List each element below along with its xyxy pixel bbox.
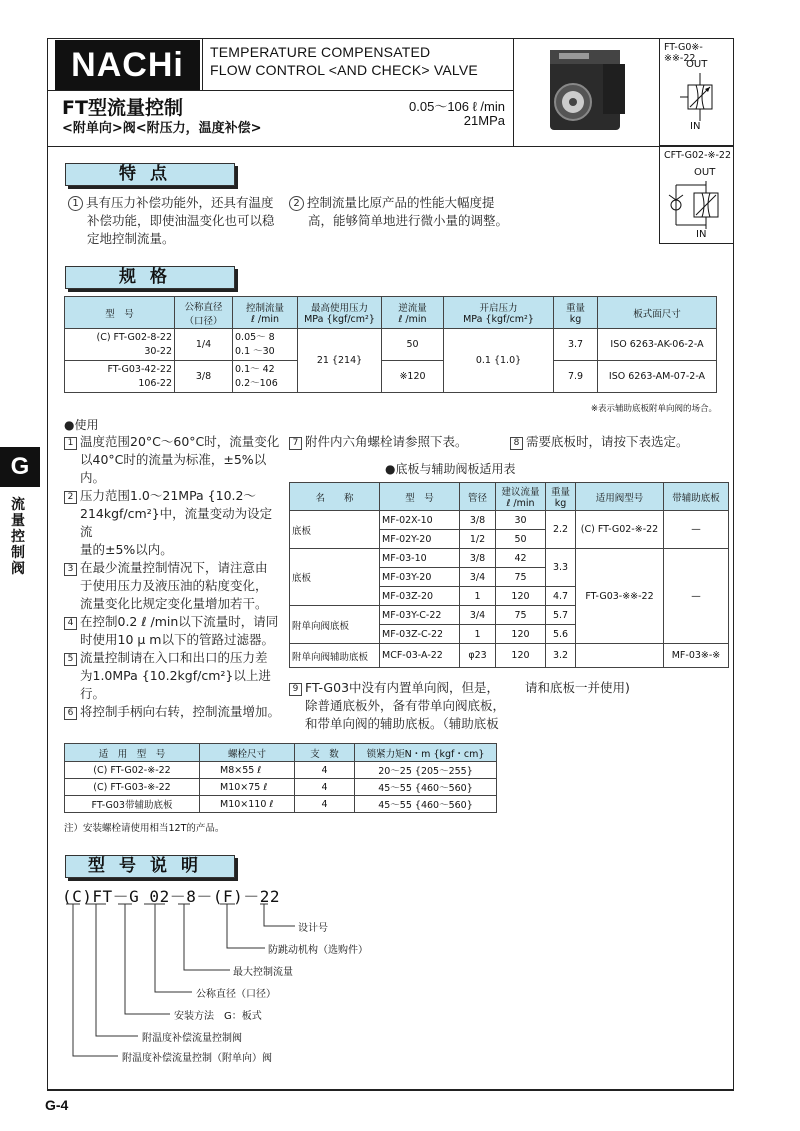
usage-item-number: 4 <box>64 617 77 630</box>
spec-row1-diameter: 1/4 <box>175 329 233 361</box>
usage-item-number: 1 <box>64 437 77 450</box>
bolt-r2-qty: 4 <box>295 779 355 796</box>
spec-row1-weight: 3.7 <box>554 329 598 361</box>
usage-heading: ●使用 <box>64 418 99 432</box>
usage-item <box>64 487 284 559</box>
subplate-header-model: 型 号 <box>380 483 460 511</box>
model-code-label-diameter: 公称直径（口径） <box>196 989 276 1000</box>
model-code-heading: 型号说明 <box>65 855 235 878</box>
spec-row2-model <box>65 361 175 393</box>
spec-row2-diameter: 3/8 <box>175 361 233 393</box>
subplate-r3-name: 底板 <box>290 549 380 606</box>
subplate-r8-name: 附单向阀辅助底板 <box>290 644 380 668</box>
spec-row2-model-a: FT-G03-42-22 <box>107 363 172 375</box>
bolt-r3-size: M10×110 ℓ <box>200 796 295 813</box>
symbol-cft-in: IN <box>696 229 707 240</box>
spec-row1-model-b: 30-22 <box>144 345 172 357</box>
feature-1-number: 1 <box>68 196 83 211</box>
model-code-string: (C)FT－G 02－8－(F)－22 <box>62 887 280 906</box>
spec-header-reverse-flow: 逆流量 ℓ /min <box>382 297 444 329</box>
usage-item-9-number: 9 <box>289 683 302 696</box>
subplate-header-weight: 重量 kg <box>546 483 576 511</box>
flow-range: 0.05〜106 ℓ /min <box>409 99 505 114</box>
usage-item <box>64 613 284 649</box>
symbol-cft-label: CFT-G02-※-22 <box>664 150 731 161</box>
page-subtitle: <附单向>阀<附压力，温度补偿> <box>62 121 262 136</box>
subplate-r7-pipe: 1 <box>460 625 496 644</box>
spec-row1-model-a: (C) FT-G02-8-22 <box>96 331 172 343</box>
top-rule <box>47 38 659 39</box>
usage-item-line: 流量控制请在入口和出口的压力差 <box>80 650 268 665</box>
subplate-r1-valve: (C) FT-G02-※-22 <box>576 511 664 549</box>
symbol-cft-box <box>659 146 734 244</box>
subplate-header-valve: 适用阀型号 <box>576 483 664 511</box>
subplate-table <box>289 482 729 668</box>
subplate-r2-flow: 50 <box>496 530 546 549</box>
subplate-r3-valve: FT-G03-※※-22 <box>576 549 664 644</box>
spec-header-flow: 控制流量 ℓ /min <box>233 297 298 329</box>
subplate-r7-flow: 120 <box>496 625 546 644</box>
section-tab-g: G <box>0 447 40 487</box>
header-en-line2: FLOW CONTROL <AND CHECK> VALVE <box>210 62 478 78</box>
usage-item-8-number: 8 <box>510 437 523 450</box>
usage-item <box>64 649 284 703</box>
usage-item-line: 内。 <box>80 470 106 485</box>
subplate-r8-aux: MF-03※-※ <box>664 644 729 668</box>
spec-row1-reverse: 50 <box>382 329 444 361</box>
spec-row1-flow <box>233 329 298 361</box>
spec-row2-flow-a: 0.1〜 42 <box>235 363 275 375</box>
subplate-r1-flow: 30 <box>496 511 546 530</box>
header-divider <box>202 38 203 90</box>
symbol-ft-label: FT-G0※-※※-22 <box>664 42 703 64</box>
model-code-label-mounting: 安装方法 G：板式 <box>174 1011 262 1022</box>
spec-header-cracking: 开启压力 MPa {kgf/cm²} <box>444 297 554 329</box>
usage-item-9-tail: 请和底板一并使用) <box>525 680 630 695</box>
spec-row2-reverse: ※120 <box>382 361 444 393</box>
subplate-r3-flow: 42 <box>496 549 546 568</box>
bolt-header-qty: 支 数 <box>295 744 355 762</box>
subplate-r2-model: MF-02Y-20 <box>380 530 460 549</box>
subplate-table-title: ●底板与辅助阀板适用表 <box>385 462 516 476</box>
flow-check-symbol-icon <box>666 181 728 229</box>
usage-list <box>64 433 284 721</box>
subplate-r6-flow: 75 <box>496 606 546 625</box>
bolt-r3-model: FT-G03带辅助底板 <box>65 796 200 813</box>
usage-item-line: 在控制0.2 ℓ /min以下流量时，请同 <box>80 614 279 629</box>
bolt-r1-size: M8×55 ℓ <box>200 762 295 779</box>
subplate-r6-pipe: 3/4 <box>460 606 496 625</box>
usage-item <box>64 703 284 721</box>
spec-row2-flow-b: 0.2〜106 <box>235 377 278 389</box>
usage-item-9-line2: 除普通底板外，备有带单向阀底板， <box>305 698 506 713</box>
bolt-table <box>64 743 497 813</box>
spec-row1-flow-b: 0.1 〜30 <box>235 345 275 357</box>
subplate-r8-pipe: φ23 <box>460 644 496 668</box>
bolt-header-size: 螺栓尺寸 <box>200 744 295 762</box>
subplate-r5-flow: 120 <box>496 587 546 606</box>
feature-1 <box>68 194 283 248</box>
usage-item <box>64 433 284 487</box>
subplate-r6-model: MF-03Y-C-22 <box>380 606 460 625</box>
model-code-label-tc-valve: 附温度补偿流量控制阀 <box>142 1033 242 1044</box>
subplate-r1-name: 底板 <box>290 511 380 549</box>
subplate-r6-weight: 5.7 <box>546 606 576 625</box>
bolt-r1-qty: 4 <box>295 762 355 779</box>
subplate-r4-pipe: 3/4 <box>460 568 496 587</box>
usage-item-7-text: 附件内六角螺栓请参照下表。 <box>305 434 468 449</box>
subplate-r3-model: MF-03-10 <box>380 549 460 568</box>
usage-item <box>64 559 284 613</box>
usage-item-number: 2 <box>64 491 77 504</box>
usage-item-line: 将控制手柄向右转，控制流量增加。 <box>80 704 281 719</box>
subplate-header-flow: 建议流量 ℓ /min <box>496 483 546 511</box>
section-tab-text: 流量控制阀 <box>11 497 25 577</box>
symbol-ft-out: OUT <box>686 59 708 70</box>
header-divider-2 <box>513 38 514 146</box>
subplate-r1-weight: 2.2 <box>546 511 576 549</box>
usage-item-9-line1: FT-G03中没有内置单向阀，但是， <box>305 680 500 695</box>
usage-item-9 <box>289 679 519 733</box>
subplate-header-pipe: 管径 <box>460 483 496 511</box>
feature-2 <box>289 194 519 230</box>
usage-item-line: 以40°C时的流量为标准，±5%以 <box>80 452 267 467</box>
page-number: G-4 <box>45 1097 69 1113</box>
spec-row1-flow-a: 0.05〜 8 <box>235 331 275 343</box>
subplate-r3-aux: — <box>664 549 729 644</box>
spec-row2-model-b: 106-22 <box>138 377 172 389</box>
feature-1-line2: 补偿功能，即使油温变化也可以稳 <box>87 213 275 228</box>
bolt-r3-torque: 45〜55 {460〜560} <box>355 796 497 813</box>
model-code-label-maxflow: 最大控制流量 <box>233 967 293 978</box>
bolt-r1-torque: 20〜25 {205〜255} <box>355 762 497 779</box>
usage-item-8-text: 需要底板时，请按下表选定。 <box>526 434 689 449</box>
usage-item-line: 压力范围1.0〜21MPa {10.2〜 <box>80 488 256 503</box>
spec-cracking: 0.1 {1.0} <box>444 329 554 393</box>
feature-1-line3: 定地控制流量。 <box>87 231 175 246</box>
subplate-r1-aux: — <box>664 511 729 549</box>
pressure-rating: 21MPa <box>463 113 505 128</box>
spec-header-diameter: 公称直径 （口径） <box>175 297 233 329</box>
usage-item-9-line3: 和带单向阀的辅助底板。（辅助底板 <box>305 716 499 731</box>
symbol-cft-out: OUT <box>694 167 716 178</box>
feature-2-line2: 高，能够简单地进行微小量的调整。 <box>308 213 509 228</box>
subplate-r7-weight: 5.6 <box>546 625 576 644</box>
subplate-r7-model: MF-03Z-C-22 <box>380 625 460 644</box>
usage-item-line: 量的±5%以内。 <box>80 542 173 557</box>
header-rule <box>47 146 659 147</box>
spec-header-mounting: 板式面尺寸 <box>598 297 717 329</box>
specs-heading: 规格 <box>65 266 235 289</box>
usage-item-line: 温度范围20°C〜60°C时，流量变化 <box>80 434 280 449</box>
subplate-r5-model: MF-03Z-20 <box>380 587 460 606</box>
bolt-r2-torque: 45〜55 {460〜560} <box>355 779 497 796</box>
subplate-r1-pipe: 3/8 <box>460 511 496 530</box>
bolt-r2-size: M10×75 ℓ <box>200 779 295 796</box>
subplate-r3-weight: 3.3 <box>546 549 576 587</box>
features-heading: 特点 <box>65 163 235 186</box>
product-photo <box>525 44 640 139</box>
page-title: FT型流量控制 <box>62 97 183 119</box>
symbol-ft-in: IN <box>690 121 701 132</box>
usage-item-7-number: 7 <box>289 437 302 450</box>
subplate-r4-flow: 75 <box>496 568 546 587</box>
bolt-r1-model: (C) FT-G02-※-22 <box>65 762 200 779</box>
bolt-r2-model: (C) FT-G03-※-22 <box>65 779 200 796</box>
header-mid-rule <box>47 90 513 91</box>
subplate-r5-weight: 4.7 <box>546 587 576 606</box>
feature-2-line1: 控制流量比原产品的性能大幅度提 <box>307 195 495 210</box>
subplate-r3-pipe: 3/8 <box>460 549 496 568</box>
usage-item-number: 5 <box>64 653 77 666</box>
feature-1-line1: 具有压力补偿功能外，还具有温度 <box>86 195 274 210</box>
symbol-ft-box <box>659 38 734 146</box>
header-en-line1: TEMPERATURE COMPENSATED <box>210 44 431 60</box>
usage-item-line: 在最少流量控制情况下，请注意由 <box>80 560 268 575</box>
spec-note: ※表示辅助底板附单向阀的场合。 <box>590 404 717 414</box>
bolt-note: 注）安装螺栓请使用相当12T的产品。 <box>64 823 225 834</box>
bolt-header-torque: 锁紧力矩N・m {kgf・cm} <box>355 744 497 762</box>
subplate-r1-model: MF-02X-10 <box>380 511 460 530</box>
usage-item-line: 时使用10 μ m以下的管路过滤器。 <box>80 632 274 647</box>
bolt-r3-qty: 4 <box>295 796 355 813</box>
subplate-header-name: 名 称 <box>290 483 380 511</box>
flow-control-symbol-icon <box>680 73 720 121</box>
feature-2-number: 2 <box>289 196 304 211</box>
subplate-r4-model: MF-03Y-20 <box>380 568 460 587</box>
subplate-r8-valve <box>576 644 664 668</box>
usage-item-8 <box>510 433 689 451</box>
usage-item-number: 6 <box>64 707 77 720</box>
spec-row2-mounting: ISO 6263-AM-07-2-A <box>598 361 717 393</box>
subplate-header-aux: 带辅助底板 <box>664 483 729 511</box>
subplate-r8-flow: 120 <box>496 644 546 668</box>
nachi-logo: NACHi <box>55 40 200 90</box>
usage-item-line: 于使用压力及液压油的粘度变化， <box>80 578 268 593</box>
spec-max-pressure: 21 {214} <box>298 329 382 393</box>
spec-row1-mounting: ISO 6263-AK-06-2-A <box>598 329 717 361</box>
bolt-header-model: 适 用 型 号 <box>65 744 200 762</box>
model-code-label-design: 设计号 <box>298 923 328 934</box>
spec-header-max-pressure: 最高使用压力 MPa {kgf/cm²} <box>298 297 382 329</box>
usage-item-7 <box>289 433 468 451</box>
subplate-r8-model: MCF-03-A-22 <box>380 644 460 668</box>
usage-item-line: 为1.0MPa {10.2kgf/cm²}以上进行。 <box>80 668 271 701</box>
usage-item-line: 流量变化比规定变化量增加若干。 <box>80 596 268 611</box>
usage-item-number: 3 <box>64 563 77 576</box>
model-code-label-tc-check-valve: 附温度补偿流量控制（附单向）阀 <box>122 1053 272 1064</box>
subplate-r2-pipe: 1/2 <box>460 530 496 549</box>
usage-item-line: 214kgf/cm²}中，流量变动为设定流 <box>80 506 273 539</box>
spec-row2-flow <box>233 361 298 393</box>
model-code-label-antijump: 防跳动机构（选购件） <box>268 945 368 956</box>
spec-table <box>64 296 717 393</box>
spec-row1-model <box>65 329 175 361</box>
bottom-rule <box>47 1090 734 1091</box>
spec-header-weight: 重量 kg <box>554 297 598 329</box>
subplate-r6-name: 附单向阀底板 <box>290 606 380 644</box>
subplate-r5-pipe: 1 <box>460 587 496 606</box>
subplate-r8-weight: 3.2 <box>546 644 576 668</box>
spec-header-model: 型 号 <box>65 297 175 329</box>
spec-row2-weight: 7.9 <box>554 361 598 393</box>
